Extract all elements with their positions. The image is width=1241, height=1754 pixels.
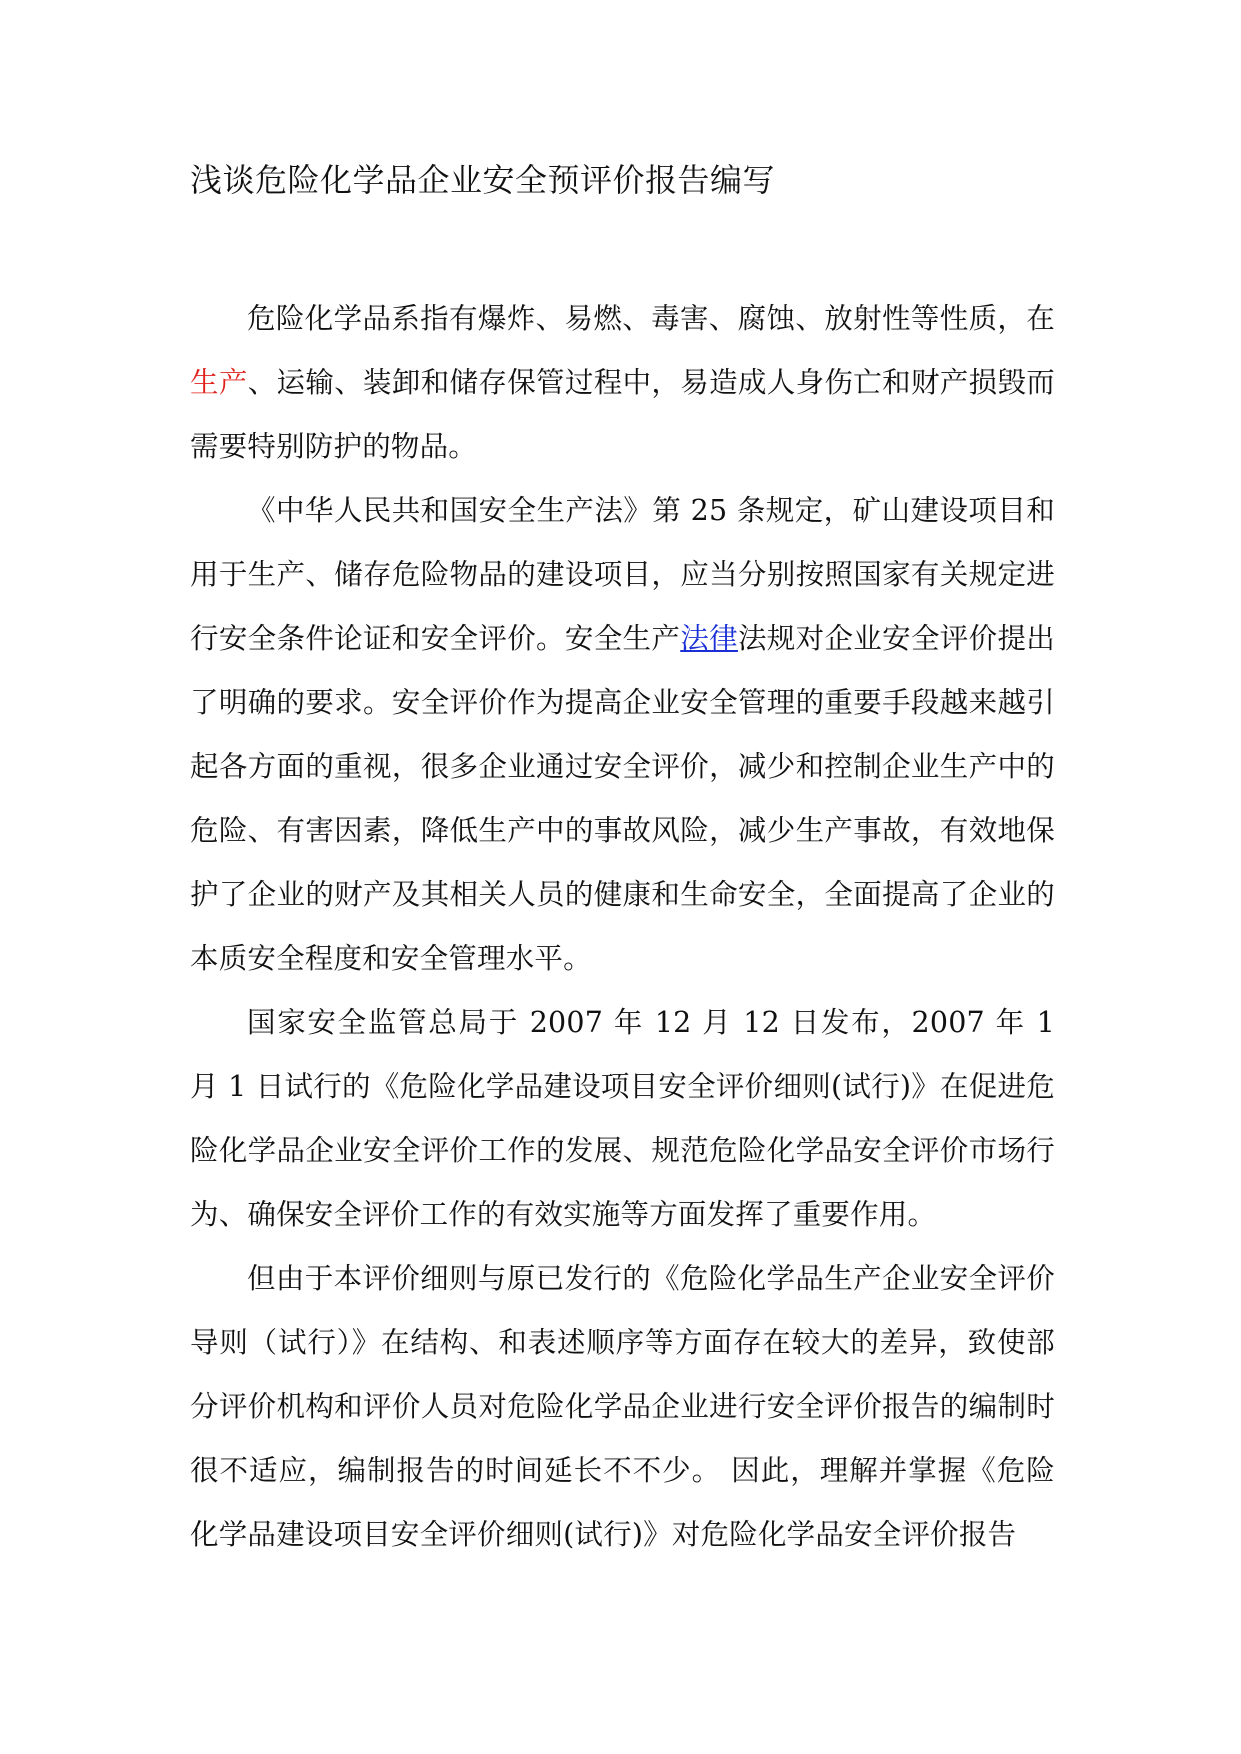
paragraph-3: 国家安全监管总局于 2007 年 12 月 12 日发布，2007 年 1 月 1 日试行的《危险化学品建设项目安全评价细则(试行)》在促进危险化学品企业安全评价工作的发展、规范危险化学品安全评价市场行为、确保安全评价工作的有效实施等方面发挥了重要作用。 — [190, 1006, 1055, 1231]
law-link[interactable]: 法律 — [680, 622, 738, 655]
paragraph-4: 但由于本评价细则与原已发行的《危险化学品生产企业安全评价导则（试行）》在结构、和表述顺序等方面存在较大的差异，致使部分评价机构和评价人员对危险化学品企业进行安全评价报告的编制时很不适应，编制报告的时间延长不不少。 因此，理解并掌握《危险化学品建设项目安全评价细则(试行)》对危险化学品安全评价报告 — [190, 1262, 1055, 1551]
document-body — [190, 287, 1055, 1567]
paragraph-2-text-start: 《中华人民共和国安全生产法》第 25 条规定，矿山建设项目和用于生产、储存危险物品的建设项目，应当分别按照国家有关规定进行安全条件论证和安全评价。安全生产 — [190, 494, 1055, 655]
document-title: 浅谈危险化学品企业安全预评价报告编写 — [190, 161, 776, 199]
paragraph-2-text-end: 法规对企业安全评价提出了明确的要求。安全评价作为提高企业安全管理的重要手段越来越引起各方面的重视，很多企业通过安全评价，减少和控制企业生产中的危险、有害因素，降低生产中的事故风险，减少生产事故，有效地保护了企业的财产及其相关人员的健康和生命安全，全面提高了企业的本质安全程度和安全管理水平。 — [190, 622, 1056, 975]
paragraph-1 — [190, 287, 1055, 479]
paragraph-2 — [190, 479, 1055, 991]
paragraph-1-text-end: 、运输、装卸和储存保管过程中，易造成人身伤亡和财产损毁而需要特别防护的物品。 — [190, 366, 1055, 463]
paragraph-1-text-start: 危险化学品系指有爆炸、易燃、毒害、腐蚀、放射性等性质，在 — [247, 302, 1055, 335]
highlight-production: 生产 — [190, 366, 248, 399]
